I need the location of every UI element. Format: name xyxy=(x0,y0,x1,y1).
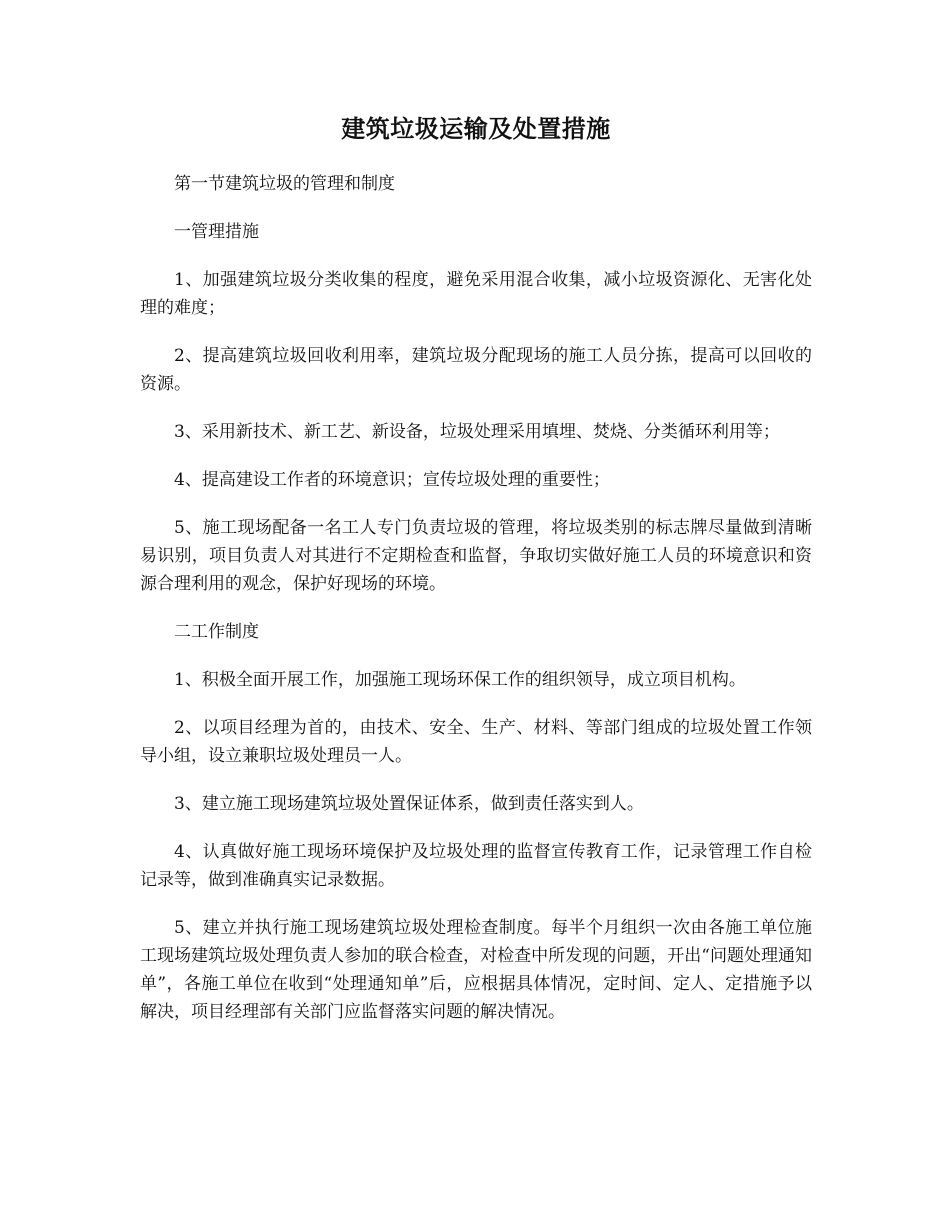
work-system-item-4: 4、认真做好施工现场环境保护及垃圾处理的监督宣传教育工作，记录管理工作自检记录等，做到准确真实记录数据。 xyxy=(140,842,812,890)
management-item-1: 1、加强建筑垃圾分类收集的程度，避免采用混合收集，减小垃圾资源化、无害化处理的难度； xyxy=(140,270,812,318)
work-system-item-5: 5、建立并执行施工现场建筑垃圾处理检查制度。每半个月组织一次由各施工单位施工现场建筑垃圾处理负责人参加的联合检查，对检查中所发现的问题，开出“问题处理通知单”，各施工单位在收到“处理通知单”后，应根据具体情况，定时间、定人、定措施予以解决，项目经理部有关部门应监督落实问题的解决情况。 xyxy=(140,918,812,1022)
document-page xyxy=(140,110,812,1046)
work-system-item-2: 2、以项目经理为首的，由技术、安全、生产、材料、等部门组成的垃圾处置工作领导小组，设立兼职垃圾处理员一人。 xyxy=(140,718,812,766)
subsection-heading-management: 一管理措施 xyxy=(174,222,259,242)
management-item-5: 5、施工现场配备一名工人专门负责垃圾的管理，将垃圾类别的标志牌尽量做到清晰易识别，项目负责人对其进行不定期检查和监督，争取切实做好施工人员的环境意识和资源合理利用的观念，保护好现场的环境。 xyxy=(140,518,812,594)
document-title: 建筑垃圾运输及处置措施 xyxy=(341,114,611,143)
management-item-3: 3、采用新技术、新工艺、新设备，垃圾处理采用填埋、焚烧、分类循环利用等； xyxy=(174,422,780,442)
section-heading: 第一节建筑垃圾的管理和制度 xyxy=(174,174,395,194)
subsection-heading-work-system: 二工作制度 xyxy=(174,622,259,642)
management-item-2: 2、提高建筑垃圾回收利用率，建筑垃圾分配现场的施工人员分拣，提高可以回收的资源。 xyxy=(140,346,812,394)
work-system-item-3: 3、建立施工现场建筑垃圾处置保证体系，做到责任落实到人。 xyxy=(174,794,644,814)
work-system-item-1: 1、积极全面开展工作，加强施工现场环保工作的组织领导，成立项目机构。 xyxy=(174,670,746,690)
management-item-4: 4、提高建设工作者的环境意识；宣传垃圾处理的重要性； xyxy=(174,470,610,490)
